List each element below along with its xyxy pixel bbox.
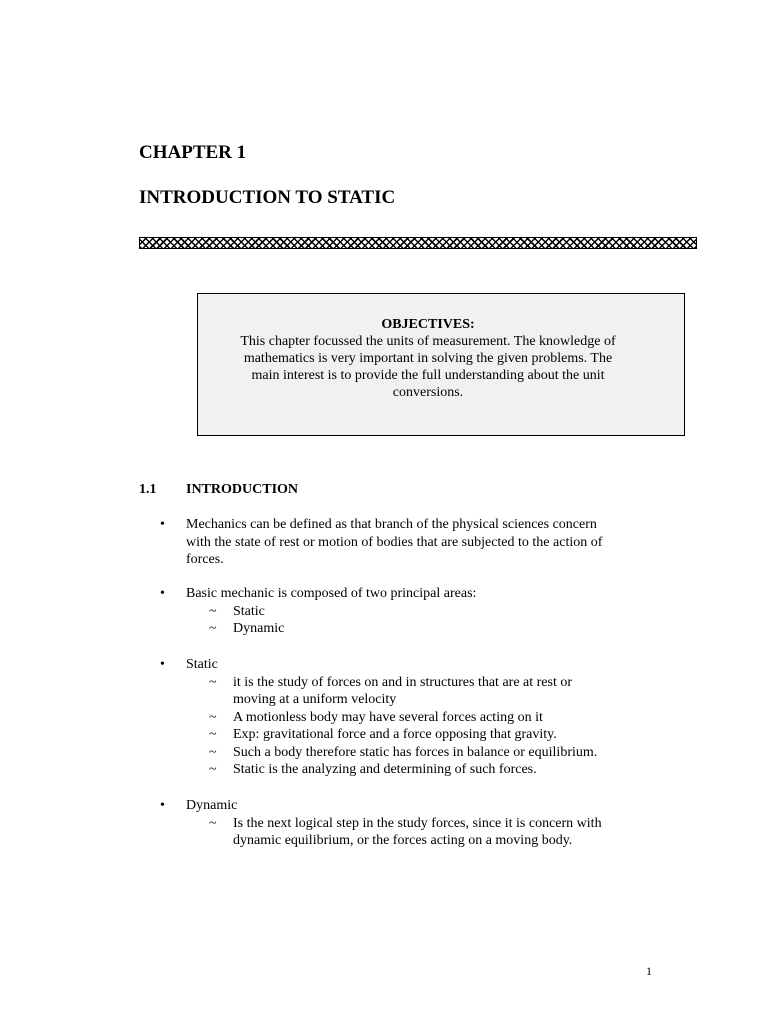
bullet-text xyxy=(186,797,659,815)
tilde-bullet-icon: ~ xyxy=(209,727,217,742)
page-number: 1 xyxy=(646,964,652,978)
sub-item-text: Exp: gravitational force and a force opposing that gravity. xyxy=(233,727,557,742)
text-line: Mechanics can be defined as that branch of the physical sciences concern xyxy=(186,517,597,532)
chapter-number: CHAPTER 1 xyxy=(139,142,247,163)
tilde-bullet-icon: ~ xyxy=(209,815,217,831)
sub-item-text: Static xyxy=(233,603,265,619)
sub-item-text: Such a body therefore static has forces in balance or equilibrium. xyxy=(233,744,598,760)
sub-item-text: it is the study of forces on and in structures that are at rest or xyxy=(233,674,573,690)
sub-item-text: Dynamic xyxy=(233,621,285,636)
bullet-icon: • xyxy=(160,657,165,672)
text-line: forces. xyxy=(186,552,224,567)
sub-item-text: A motionless body may have several forces acting on it xyxy=(233,709,543,725)
sub-item-text: moving at a uniform velocity xyxy=(233,692,397,707)
section-title: INTRODUCTION xyxy=(186,482,299,497)
bullet-text xyxy=(186,516,659,569)
sub-item xyxy=(209,620,659,638)
tilde-bullet-icon: ~ xyxy=(209,744,217,760)
text-line: Static xyxy=(186,657,218,672)
objectives-box xyxy=(197,293,685,436)
sub-item xyxy=(209,603,659,621)
tilde-bullet-icon: ~ xyxy=(209,762,217,777)
objectives-line: conversions. xyxy=(392,385,464,400)
bullet-text xyxy=(186,585,659,603)
section-number: 1.1 xyxy=(139,482,157,497)
bullet-icon: • xyxy=(160,586,165,601)
text-line: Dynamic xyxy=(186,798,238,813)
text-line: Basic mechanic is composed of two principal areas: xyxy=(186,586,477,601)
sub-item-text: Static is the analyzing and determining of such forces. xyxy=(233,762,537,777)
bullet-icon: • xyxy=(160,517,165,532)
chapter-title: INTRODUCTION TO STATIC xyxy=(139,187,396,208)
objectives-heading: OBJECTIVES: xyxy=(381,317,475,332)
bullet-item xyxy=(139,516,659,569)
sub-item-text: dynamic equilibrium, or the forces acting on a moving body. xyxy=(233,833,573,848)
sub-item xyxy=(209,726,659,744)
tilde-bullet-icon: ~ xyxy=(209,709,217,725)
tilde-bullet-icon: ~ xyxy=(209,674,217,690)
objectives-content xyxy=(228,316,628,401)
sub-item xyxy=(209,709,659,727)
bullet-icon: • xyxy=(160,798,165,813)
tilde-bullet-icon: ~ xyxy=(209,603,217,619)
tilde-bullet-icon: ~ xyxy=(209,621,217,636)
bullet-item xyxy=(139,797,659,850)
text-line: with the state of rest or motion of bodies that are subjected to the action of xyxy=(186,534,603,550)
sub-list xyxy=(139,674,659,779)
sub-list xyxy=(139,815,659,850)
objectives-line: This chapter focussed the units of measurement. The knowledge of xyxy=(240,334,616,349)
section-heading xyxy=(139,482,298,498)
sub-item xyxy=(209,744,659,762)
bullet-item xyxy=(139,656,659,779)
bullet-text xyxy=(186,656,659,674)
sub-list xyxy=(139,603,659,638)
decorative-pattern-divider xyxy=(139,237,697,249)
bullet-item xyxy=(139,585,659,638)
objectives-line: main interest is to provide the full understanding about the unit xyxy=(251,368,605,383)
sub-item-text: Is the next logical step in the study forces, since it is concern with xyxy=(233,815,602,831)
objectives-line: mathematics is very important in solving the given problems. The xyxy=(243,351,613,366)
sub-item xyxy=(209,761,659,779)
sub-item xyxy=(209,674,659,709)
sub-item xyxy=(209,815,659,850)
